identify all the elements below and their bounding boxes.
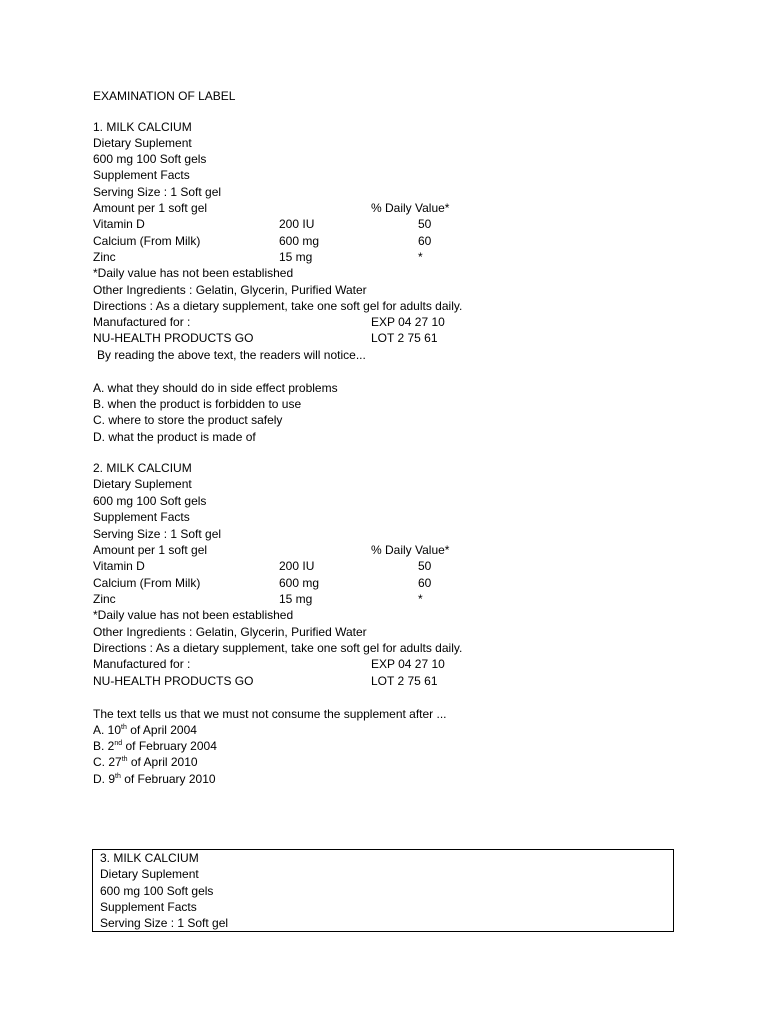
- q2-amount-header: Amount per 1 soft gel: [93, 543, 208, 557]
- q2-lot: LOT 2 75 61: [371, 674, 438, 688]
- q3-label-box: [92, 849, 674, 932]
- q2-nutrient-amount: 600 mg: [279, 576, 320, 590]
- q2-nutrient-dv: 50: [418, 559, 432, 573]
- q2-package: 600 mg 100 Soft gels: [93, 494, 207, 508]
- q2-nutrient-name: Calcium (From Milk): [93, 576, 201, 590]
- q1-option: A. what they should do in side effect problems: [93, 381, 338, 395]
- q2-dv-header: % Daily Value*: [371, 543, 450, 557]
- q2-serving: Serving Size : 1 Soft gel: [93, 527, 222, 541]
- q1-nutrient-name: Zinc: [93, 250, 116, 264]
- q2-ingredients: Other Ingredients : Gelatin, Glycerin, Purified Water: [93, 625, 367, 639]
- q2-subtitle: Dietary Suplement: [93, 477, 192, 491]
- q1-nutrient-dv: 50: [418, 217, 432, 231]
- q1-package: 600 mg 100 Soft gels: [93, 152, 207, 166]
- q1-directions: Directions : As a dietary supplement, take one soft gel for adults daily.: [93, 299, 463, 313]
- q1-nutrient-dv: *: [418, 250, 423, 264]
- q1-facts: Supplement Facts: [93, 168, 190, 182]
- q2-nutrient-amount: 200 IU: [279, 559, 315, 573]
- q2-exp: EXP 04 27 10: [371, 657, 445, 671]
- q1-nutrient-name: Vitamin D: [93, 217, 145, 231]
- q2-option: D. 9th of February 2010: [93, 772, 216, 786]
- q2-facts: Supplement Facts: [93, 510, 190, 524]
- q3-facts: Supplement Facts: [100, 900, 197, 914]
- q2-manufactured: Manufactured for :: [93, 657, 191, 671]
- q1-title: 1. MILK CALCIUM: [93, 120, 192, 134]
- q3-subtitle: Dietary Suplement: [100, 867, 199, 881]
- q2-title: 2. MILK CALCIUM: [93, 461, 192, 475]
- q1-serving: Serving Size : 1 Soft gel: [93, 185, 222, 199]
- q1-prompt: By reading the above text, the readers will notice...: [97, 348, 366, 362]
- q2-nutrient-dv: 60: [418, 576, 432, 590]
- q3-package: 600 mg 100 Soft gels: [100, 884, 214, 898]
- q3-serving: Serving Size : 1 Soft gel: [100, 916, 229, 930]
- q2-nutrient-name: Zinc: [93, 592, 116, 606]
- q1-option: B. when the product is forbidden to use: [93, 397, 302, 411]
- q1-manufactured: Manufactured for :: [93, 315, 191, 329]
- q1-amount-header: Amount per 1 soft gel: [93, 201, 208, 215]
- q1-dv-header: % Daily Value*: [371, 201, 450, 215]
- q1-nutrient-amount: 200 IU: [279, 217, 315, 231]
- q2-nutrient-amount: 15 mg: [279, 592, 313, 606]
- q2-footnote: *Daily value has not been established: [93, 608, 294, 622]
- q2-company: NU-HEALTH PRODUCTS GO: [93, 674, 254, 688]
- q1-option: D. what the product is made of: [93, 430, 256, 444]
- q2-directions: Directions : As a dietary supplement, take one soft gel for adults daily.: [93, 641, 463, 655]
- q1-ingredients: Other Ingredients : Gelatin, Glycerin, Purified Water: [93, 283, 367, 297]
- document-heading: EXAMINATION OF LABEL: [93, 89, 236, 103]
- q1-footnote: *Daily value has not been established: [93, 266, 294, 280]
- q1-nutrient-name: Calcium (From Milk): [93, 234, 201, 248]
- q2-nutrient-dv: *: [418, 592, 423, 606]
- q2-nutrient-name: Vitamin D: [93, 559, 145, 573]
- q2-prompt: The text tells us that we must not consume the supplement after ...: [93, 707, 447, 721]
- q1-nutrient-dv: 60: [418, 234, 432, 248]
- q1-exp: EXP 04 27 10: [371, 315, 445, 329]
- q1-nutrient-amount: 15 mg: [279, 250, 313, 264]
- q2-option: A. 10th of April 2004: [93, 723, 197, 737]
- q3-title: 3. MILK CALCIUM: [100, 851, 199, 865]
- q1-subtitle: Dietary Suplement: [93, 136, 192, 150]
- q2-option: B. 2nd of February 2004: [93, 739, 217, 753]
- q1-option: C. where to store the product safely: [93, 413, 283, 427]
- q1-lot: LOT 2 75 61: [371, 331, 438, 345]
- q1-company: NU-HEALTH PRODUCTS GO: [93, 331, 254, 345]
- q2-option: C. 27th of April 2010: [93, 755, 198, 769]
- q1-nutrient-amount: 600 mg: [279, 234, 320, 248]
